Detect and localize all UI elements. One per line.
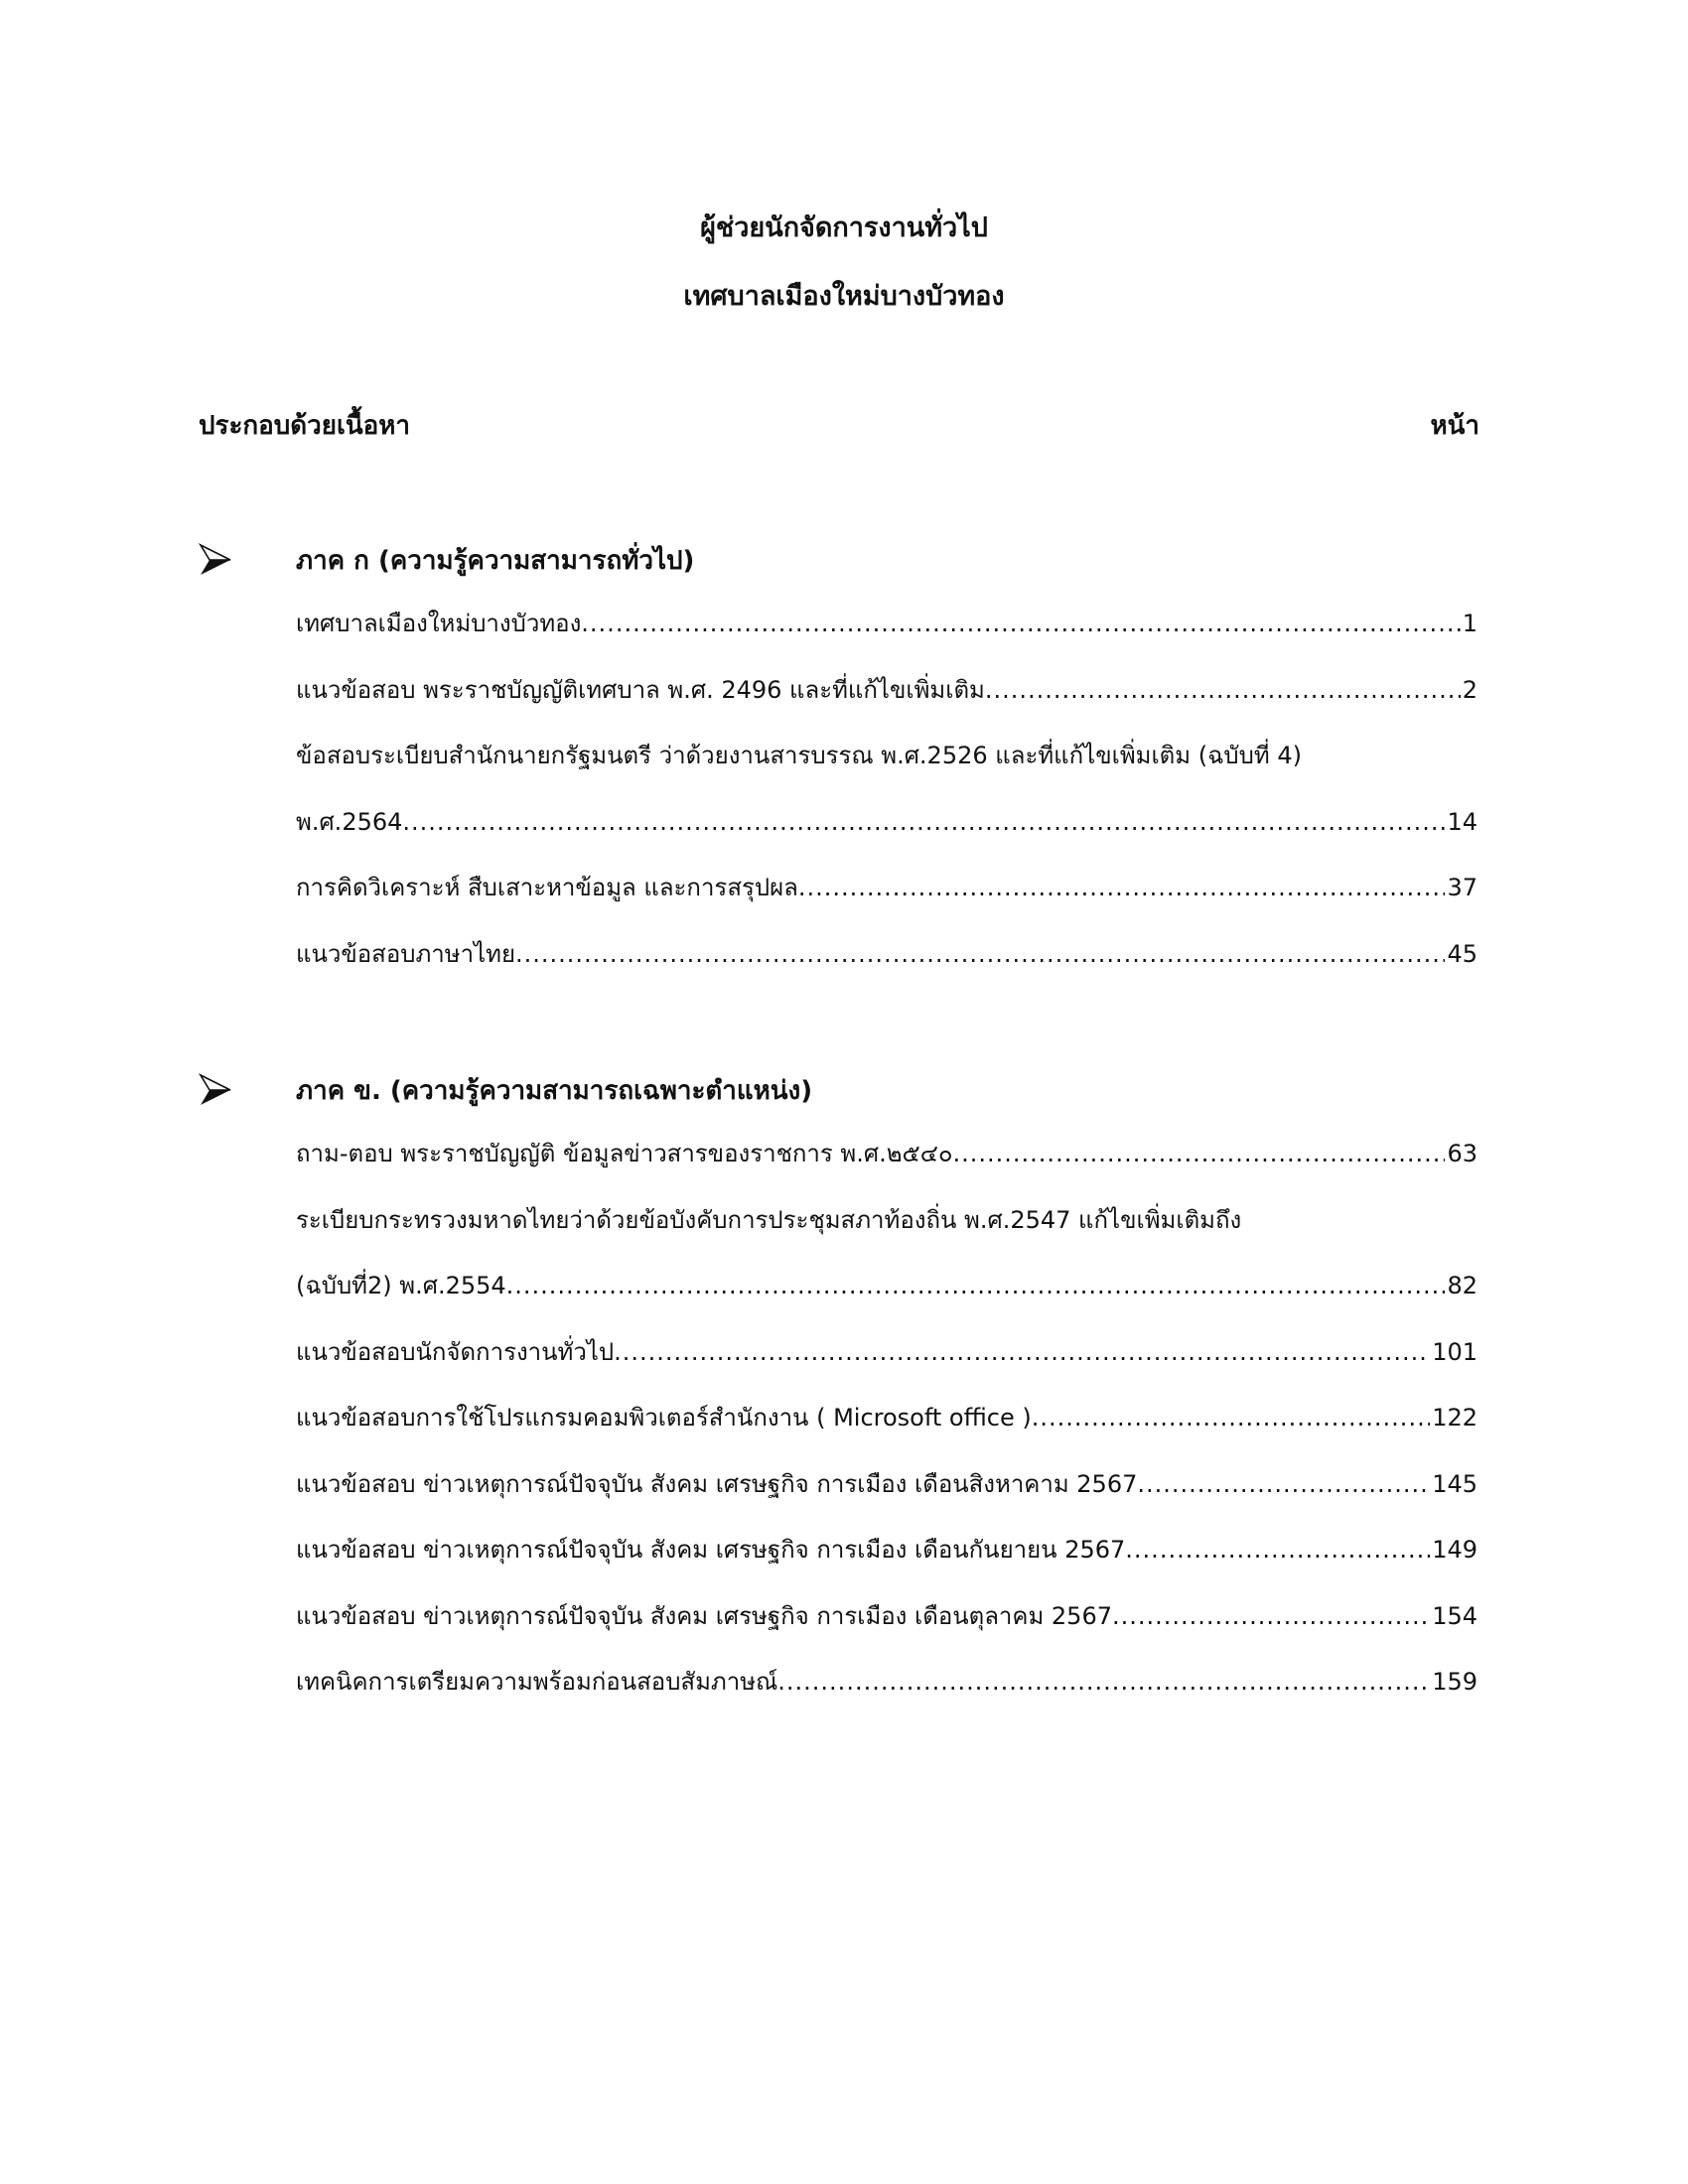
dot-leader — [1032, 1398, 1430, 1437]
toc-entry-text: การคิดวิเคราะห์ สืบเสาะหาข้อมูล และการสรุปผล — [296, 874, 798, 901]
toc-entry-page: 101 — [1432, 1337, 1477, 1366]
toc-entry-text: แนวข้อสอบการใช้โปรแกรมคอมพิวเตอร์สำนักงาน ( Microsoft office ) — [296, 1404, 1032, 1432]
toc-entry-page: 154 — [1432, 1601, 1477, 1630]
toc-entry-text: ถาม-ตอบ พระราชบัญญัติ ข้อมูลข่าวสารของราชการ พ.ศ.๒๕๔๐ — [296, 1140, 953, 1167]
toc-entry[interactable] — [296, 802, 1477, 869]
toc-entry-text: แนวข้อสอบ ข่าวเหตุการณ์ปัจจุบัน สังคม เศรษฐกิจ การเมือง เดือนกันยายน 2567 — [296, 1536, 1126, 1564]
toc-entry-text: ข้อสอบระเบียบสำนักนายกรัฐมนตรี ว่าด้วยงานสารบรรณ พ.ศ.2526 และที่แก้ไขเพิ่มเติม (ฉบับที่ 4) — [296, 742, 1302, 769]
toc-entry-text: แนวข้อสอบ พระราชบัญญัติเทศบาล พ.ศ. 2496 และที่แก้ไขเพิ่มเติม — [296, 675, 985, 704]
toc-entry[interactable] — [296, 1530, 1477, 1596]
toc-entry[interactable] — [296, 1398, 1477, 1464]
toc-entry[interactable] — [296, 934, 1477, 1001]
section-heading — [199, 1068, 1489, 1112]
toc-entry-page: 149 — [1432, 1536, 1477, 1564]
toc-entry[interactable] — [296, 1134, 1477, 1200]
toc-entry[interactable] — [296, 1596, 1477, 1663]
dot-leader — [506, 1266, 1446, 1305]
toc-entry-text: แนวข้อสอบภาษาไทย — [296, 939, 516, 968]
dot-leader — [515, 934, 1445, 974]
dot-leader — [1125, 1530, 1430, 1570]
toc-heading: ประกอบด้วยเนื้อหา — [199, 411, 411, 441]
section-heading-label: ภาค ก (ความรู้ความสามารถทั่วไป) — [296, 545, 695, 576]
dot-leader — [1112, 1596, 1430, 1636]
toc-entry-page: 2 — [1462, 675, 1477, 704]
toc-entry-page: 37 — [1447, 874, 1477, 901]
toc-entry-text: ระเบียบกระทรวงมหาดไทยว่าด้วยข้อบังคับการประชุมสภาท้องถิ่น พ.ศ.2547 แก้ไขเพิ่มเติมถึง — [296, 1205, 1242, 1234]
toc-section-a — [199, 538, 1489, 1000]
toc-entry-text: แนวข้อสอบ ข่าวเหตุการณ์ปัจจุบัน สังคม เศรษฐกิจ การเมือง เดือนตุลาคม 2567 — [296, 1601, 1112, 1630]
toc-entry-text: แนวข้อสอบนักจัดการงานทั่วไป — [296, 1337, 615, 1366]
toc-entry-page: 145 — [1432, 1469, 1477, 1498]
arrowhead-bullet-icon — [199, 543, 232, 577]
toc-entry-text: เทศบาลเมืองใหม่บางบัวทอง — [296, 610, 582, 637]
dot-leader — [581, 604, 1460, 643]
toc-entry[interactable] — [296, 1200, 1477, 1267]
dot-leader — [1137, 1464, 1430, 1504]
toc-entry-page: 159 — [1432, 1668, 1477, 1696]
toc-entry[interactable] — [296, 1332, 1477, 1399]
dot-leader — [402, 802, 1445, 842]
toc-entry-text: พ.ศ.2564 — [296, 807, 403, 836]
toc-entry[interactable] — [296, 736, 1477, 802]
dot-leader — [614, 1332, 1430, 1372]
dot-leader — [985, 670, 1461, 710]
toc-entry[interactable] — [296, 604, 1477, 670]
toc-entry-page: 122 — [1432, 1404, 1477, 1432]
toc-entry-text: แนวข้อสอบ ข่าวเหตุการณ์ปัจจุบัน สังคม เศรษฐกิจ การเมือง เดือนสิงหาคาม 2567 — [296, 1469, 1138, 1498]
toc-entry-page: 1 — [1462, 610, 1477, 637]
toc-entry[interactable] — [296, 670, 1477, 737]
section-heading — [199, 538, 1489, 582]
dot-leader — [798, 868, 1446, 907]
arrowhead-bullet-icon — [199, 1073, 232, 1107]
toc-entries — [296, 1134, 1477, 1728]
toc-entry[interactable] — [296, 1464, 1477, 1531]
toc-entry-page: 63 — [1447, 1140, 1477, 1167]
toc-entry-page: 45 — [1447, 939, 1477, 968]
page-column-label: หน้า — [1430, 411, 1479, 441]
toc-entry[interactable] — [296, 868, 1477, 934]
toc-entry-text: (ฉบับที่2) พ.ศ.2554 — [296, 1272, 506, 1299]
toc-entry-page: 82 — [1447, 1272, 1477, 1299]
toc-entry-page: 14 — [1447, 807, 1477, 836]
toc-header — [199, 405, 1479, 446]
toc-entry[interactable] — [296, 1662, 1477, 1728]
toc-entry-text: เทคนิคการเตรียมความพร้อมก่อนสอบสัมภาษณ์ — [296, 1668, 778, 1696]
document-title: ผู้ช่วยนักจัดการงานทั่วไป — [700, 212, 988, 243]
dot-leader — [777, 1662, 1430, 1702]
toc-entry[interactable] — [296, 1266, 1477, 1332]
document-subtitle: เทศบาลเมืองใหม่บางบัวทอง — [683, 281, 1005, 312]
dot-leader — [953, 1134, 1446, 1173]
toc-entries — [296, 604, 1477, 1000]
toc-section-b — [199, 1068, 1489, 1728]
section-heading-label: ภาค ข. (ความรู้ความสามารถเฉพาะตำแหน่ง) — [296, 1075, 813, 1106]
